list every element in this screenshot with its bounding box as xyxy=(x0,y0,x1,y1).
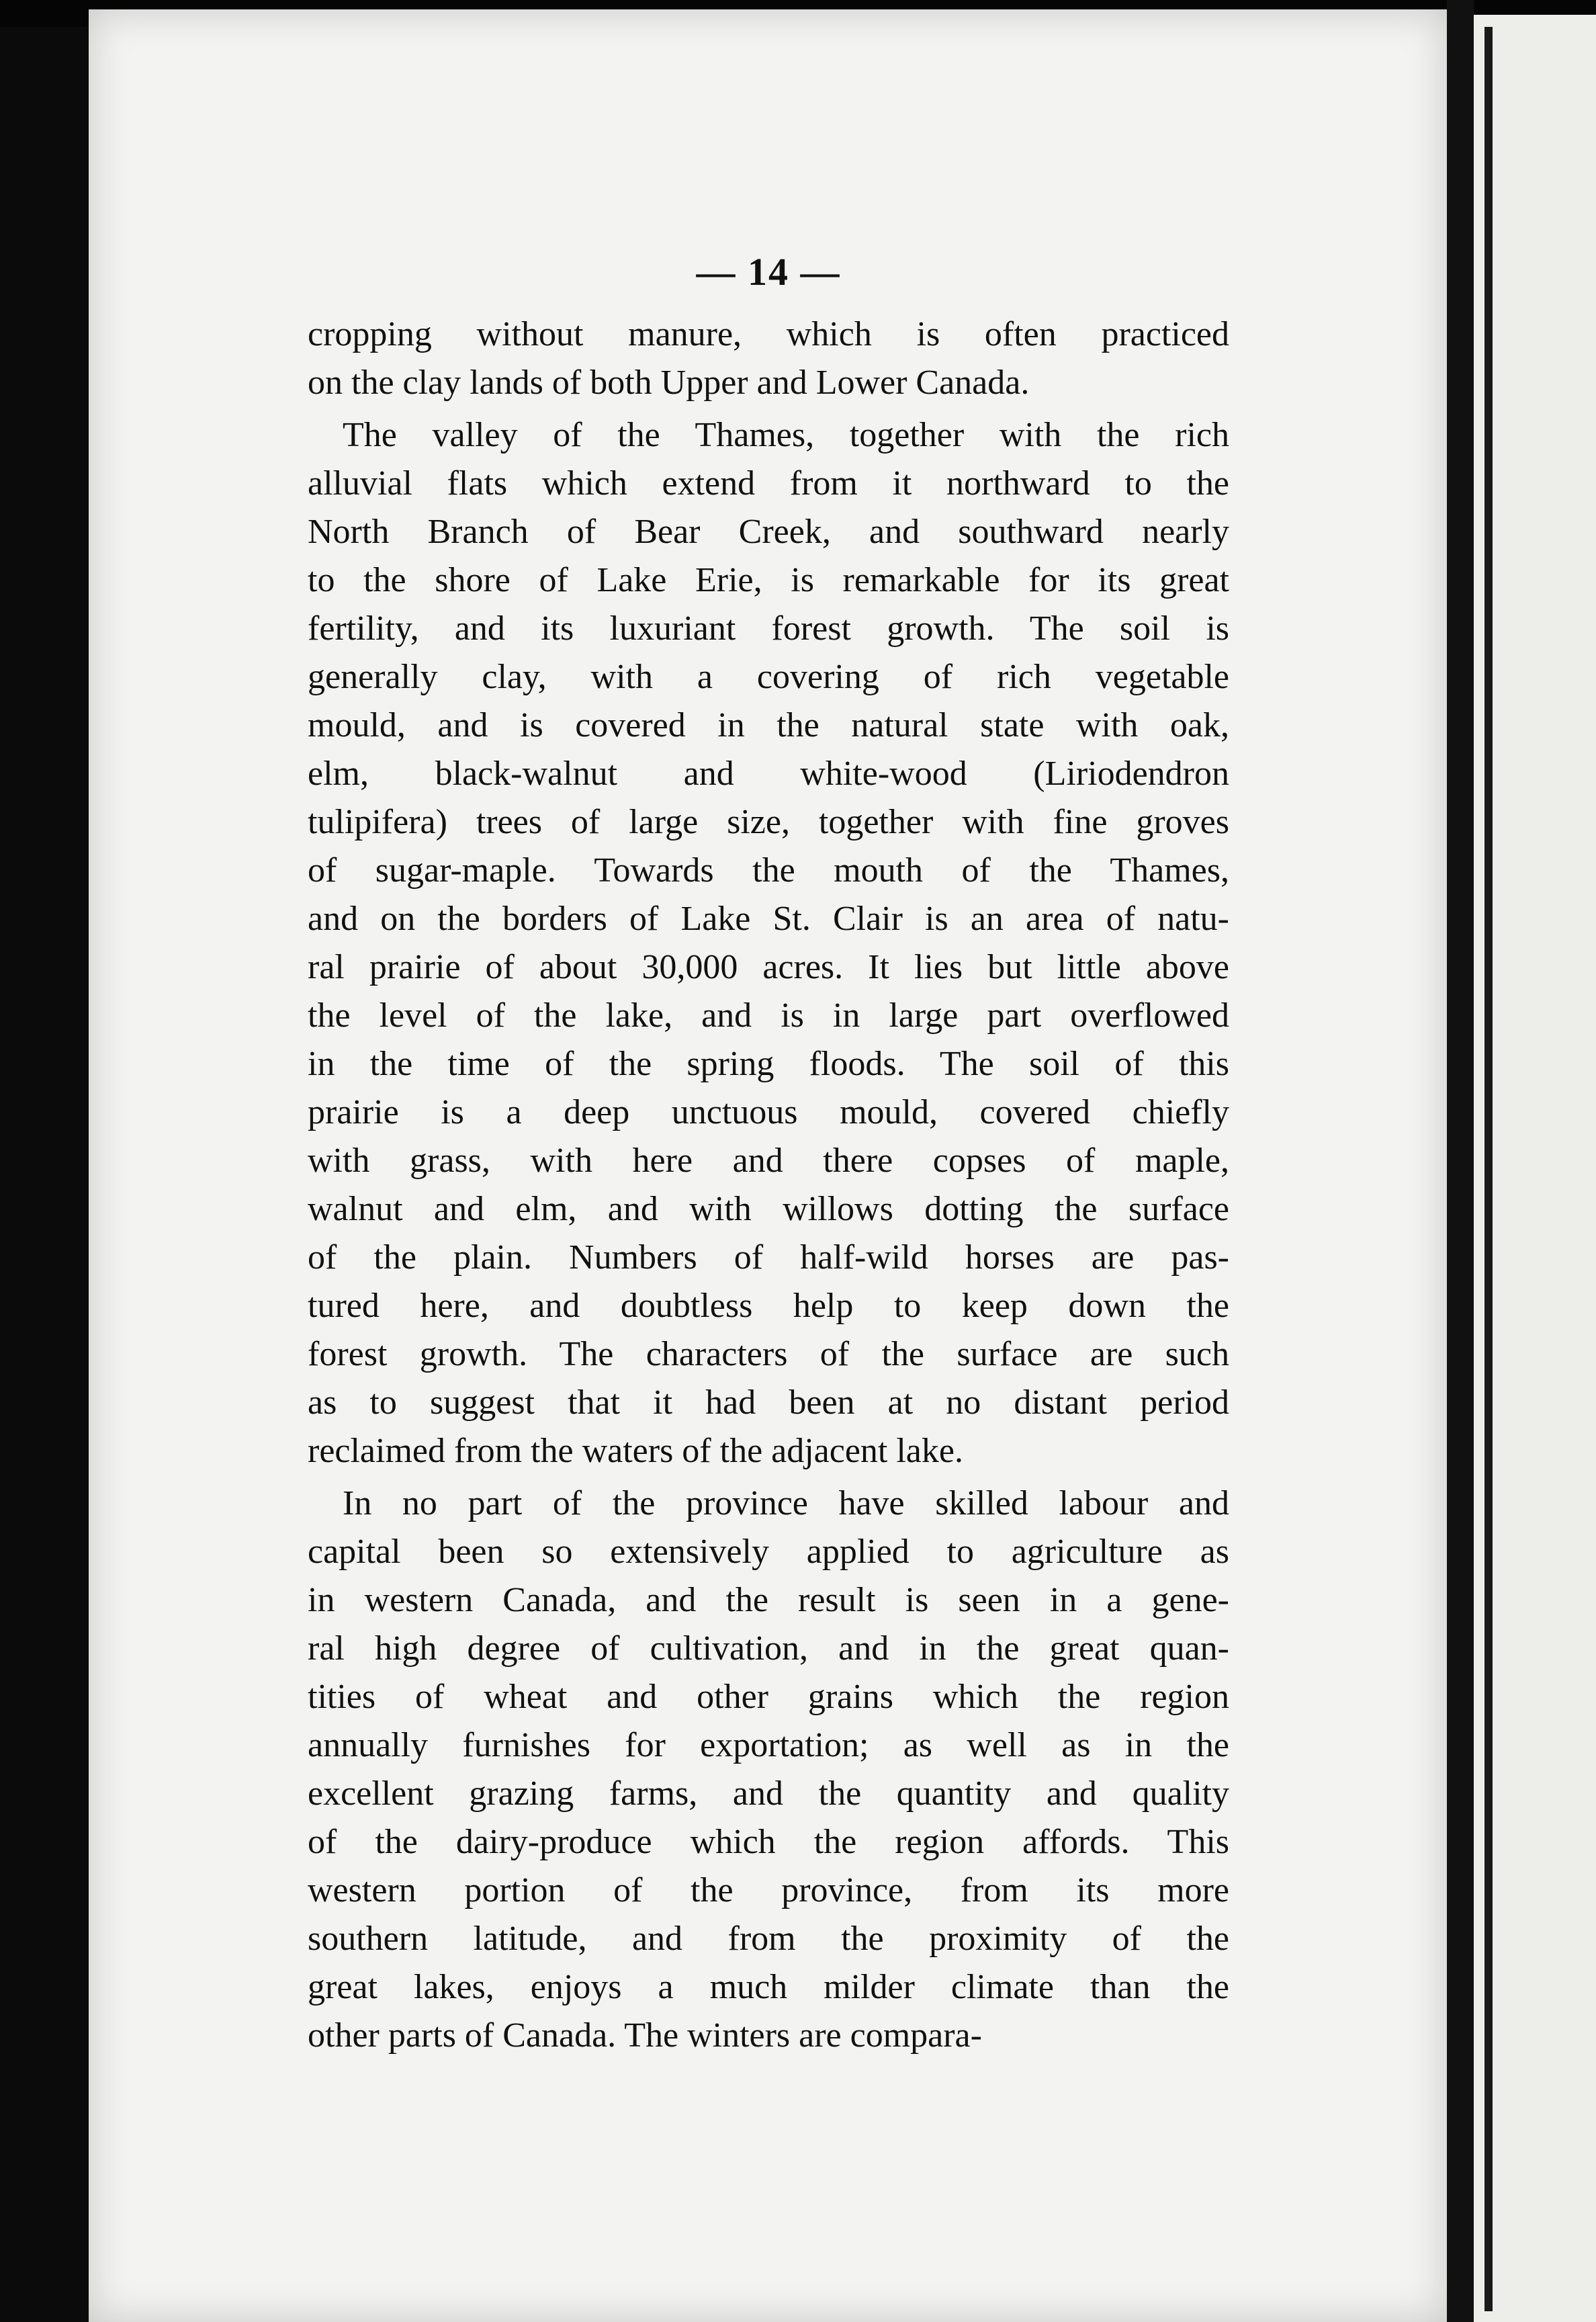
text-line: tulipifera) trees of large size, together with fine groves xyxy=(308,803,1229,841)
text-line: fertility, and its luxuriant forest growth. The soil is xyxy=(308,609,1229,648)
text-line: of the plain. Numbers of half-wild horses are pas- xyxy=(308,1238,1229,1277)
text-line: forest growth. The characters of the surface are such xyxy=(308,1335,1229,1373)
paragraph xyxy=(308,411,1229,1475)
text-line: of the dairy-produce which the region affords. This xyxy=(308,1823,1229,1861)
text-line: to the shore of Lake Erie, is remarkable for its great xyxy=(308,561,1229,599)
text-line: tities of wheat and other grains which the region xyxy=(308,1678,1229,1716)
text-line: prairie is a deep unctuous mould, covered chiefly xyxy=(308,1093,1229,1131)
text-line: and on the borders of Lake St. Clair is an area of natu- xyxy=(308,900,1229,938)
text-line: elm, black-walnut and white-wood (Liriodendron xyxy=(308,755,1229,793)
page-number: — 14 — xyxy=(696,250,841,294)
text-line: reclaimed from the waters of the adjacent lake. xyxy=(308,1432,963,1470)
text-line: alluvial flats which extend from it northward to the xyxy=(308,464,1229,503)
text-line: capital been so extensively applied to agriculture as xyxy=(308,1533,1229,1571)
paragraph xyxy=(308,1479,1229,2060)
text-line: with grass, with here and there copses of maple, xyxy=(308,1142,1229,1180)
text-line: annually furnishes for exportation; as well as in the xyxy=(308,1726,1229,1764)
text-line: in the time of the spring floods. The soil of this xyxy=(308,1045,1229,1083)
text-line: mould, and is covered in the natural state with oak, xyxy=(308,706,1229,744)
text-line: excellent grazing farms, and the quantity and quality xyxy=(308,1774,1229,1813)
book-gutter xyxy=(1447,0,1474,2322)
text-line: southern latitude, and from the proximity of the xyxy=(308,1920,1229,1958)
text-line: western portion of the province, from its more xyxy=(308,1871,1229,1909)
text-line: cropping without manure, which is often practiced xyxy=(308,315,1229,353)
text-line: ral high degree of cultivation, and in the great quan- xyxy=(308,1629,1229,1668)
text-line: in western Canada, and the result is seen in a gene- xyxy=(308,1581,1229,1619)
text-line: ral prairie of about 30,000 acres. It lies but little above xyxy=(308,948,1229,986)
text-line: the level of the lake, and is in large part overflowed xyxy=(308,996,1229,1035)
text-line: other parts of Canada. The winters are compara- xyxy=(308,2016,982,2055)
text-line: generally clay, with a covering of rich vegetable xyxy=(308,658,1229,696)
text-line: of sugar-maple. Towards the mouth of the Thames, xyxy=(308,851,1229,890)
body-text xyxy=(308,310,1229,2060)
text-line: as to suggest that it had been at no distant period xyxy=(308,1383,1229,1422)
text-line: great lakes, enjoys a much milder climate than the xyxy=(308,1968,1229,2006)
adjacent-page-border xyxy=(1484,27,1493,2311)
text-line: North Branch of Bear Creek, and southward nearly xyxy=(308,513,1229,551)
text-line: The valley of the Thames, together with the rich xyxy=(343,416,1229,454)
paragraph xyxy=(308,310,1229,407)
page-text-block xyxy=(308,249,1229,2064)
text-line: In no part of the province have skilled labour and xyxy=(343,1484,1229,1522)
text-line: tured here, and doubtless help to keep down the xyxy=(308,1287,1229,1325)
text-line: on the clay lands of both Upper and Lower Canada. xyxy=(308,363,1030,402)
text-line: walnut and elm, and with willows dotting the surface xyxy=(308,1190,1229,1228)
